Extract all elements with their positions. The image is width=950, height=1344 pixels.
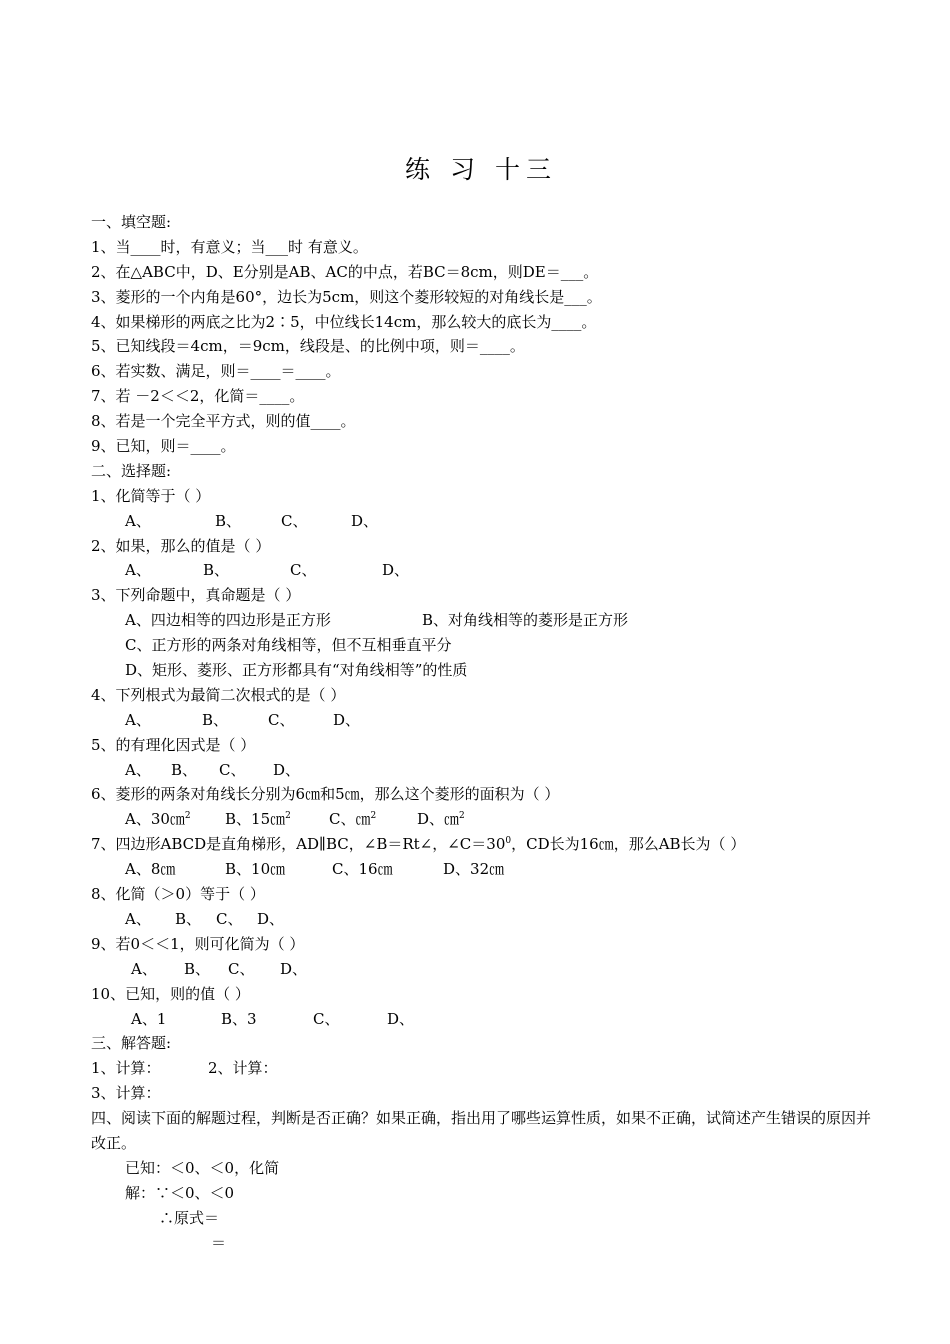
solution-line: 解：∵＜0、＜0 (125, 1183, 235, 1202)
option-d: D、 (280, 959, 308, 978)
calc-2: 2、计算： (208, 1059, 278, 1078)
option-c: C、 (228, 959, 255, 978)
choice-question-9: 9、若0＜＜1，则可化简为（ ） (91, 934, 305, 953)
option-a: A、 (125, 909, 151, 928)
option-b: B、15㎝$^2$ (225, 810, 291, 829)
choice-question-4: 4、下列根式为最简二次根式的是（ ） (91, 685, 346, 704)
option-c: C、 (313, 1009, 340, 1028)
choice-options-10 (91, 1007, 871, 1032)
choice-options-2 (91, 558, 871, 583)
option-a: A、 (125, 710, 151, 729)
choice-options-7 (91, 857, 871, 882)
equals-line: ＝ (211, 1233, 227, 1252)
option-d: D、32㎝ (443, 860, 505, 879)
choice-options-3ab (91, 608, 871, 633)
option-d: D、 (273, 760, 301, 779)
option-a: A、四边相等的四边形是正方形 (125, 611, 331, 630)
worksheet-page (91, 150, 871, 1255)
option-b: B、 (203, 561, 230, 580)
option-b: B、 (202, 710, 229, 729)
option-b: B、 (215, 511, 242, 530)
choice-options-1 (91, 509, 871, 534)
option-c: C、16㎝ (332, 860, 393, 879)
choice-options-4 (91, 708, 871, 733)
section-choice-header: 二、选择题: (91, 461, 172, 480)
option-b: B、 (175, 909, 202, 928)
answer-line-1 (91, 1056, 871, 1081)
option-a: A、 (125, 511, 151, 530)
choice-question-2: 2、如果，那么的值是（ ） (91, 536, 271, 555)
option-a: A、30㎝$^2$ (125, 810, 191, 829)
option-b: B、 (171, 760, 198, 779)
option-b: B、 (184, 959, 211, 978)
fill-blank-item-2: 2、在△ABC中，D、E分别是AB、AC的中点，若BC＝8cm，则DE＝___。 (91, 262, 599, 281)
choice-question-1: 1、化简等于（ ） (91, 486, 211, 505)
option-d: D、 (333, 710, 361, 729)
original-expression-line: ∴原式＝ (159, 1208, 220, 1227)
choice-question-3: 3、下列命题中，真命题是（ ） (91, 586, 301, 605)
option-a: A、8㎝ (125, 860, 176, 879)
choice-options-9 (91, 957, 871, 982)
fill-blank-item-4: 4、如果梯形的两底之比为2∶5，中位线长14cm，那么较大的底长为____。 (91, 312, 597, 331)
option-b: B、对角线相等的菱形是正方形 (422, 611, 629, 630)
section-reading-header: 四、阅读下面的解题过程，判断是否正确？如果正确，指出用了哪些运算性质，如果不正确，试简述产生错误的原因并改正。 (91, 1109, 872, 1152)
option-a: A、 (125, 561, 151, 580)
option-c: C、 (216, 909, 243, 928)
option-d: D、 (387, 1009, 415, 1028)
calc-1: 1、计算： (91, 1059, 161, 1078)
option-a: A、 (131, 959, 157, 978)
page-title: 练 习 十三 (405, 155, 557, 184)
option-d: D、 (382, 561, 410, 580)
choice-question-10: 10、已知，则的值（ ） (91, 984, 250, 1003)
choice-question-8: 8、化简（＞0）等于（ ） (91, 885, 265, 904)
option-d: D、矩形、菱形、正方形都具有“对角线相等”的性质 (125, 661, 468, 680)
fill-blank-item-5: 5、已知线段＝4cm，＝9cm，线段是、的比例中项，则＝____。 (91, 337, 525, 356)
section-fill-blank-header: 一、填空题: (91, 213, 172, 231)
choice-question-7: 7、四边形ABCD是直角梯形，AD∥BC，∠B＝Rt∠，$\angle C=30^0$，CD长为16㎝，那么AB长为（ ） (91, 835, 746, 854)
option-c: C、 (281, 511, 308, 530)
option-a: A、 (125, 760, 151, 779)
option-c: C、 (290, 561, 317, 580)
fill-blank-item-7: 7、若 －2＜＜2，化简＝____。 (91, 387, 305, 406)
option-d: D、㎝$^2$ (417, 810, 465, 829)
choice-question-5: 5、的有理化因式是（ ） (91, 735, 256, 754)
option-c: C、㎝$^2$ (329, 810, 377, 829)
choice-options-5 (91, 758, 871, 783)
option-c: C、正方形的两条对角线相等，但不互相垂直平分 (125, 636, 452, 655)
choice-question-6: 6、菱形的两条对角线长分别为6㎝和5㎝，那么这个菱形的面积为（ ） (91, 785, 560, 804)
choice-options-6 (91, 807, 871, 832)
section-answer-header: 三、解答题: (91, 1034, 172, 1053)
fill-blank-item-9: 9、已知，则＝____。 (91, 437, 236, 456)
option-c: C、 (268, 710, 295, 729)
option-c: C、 (219, 760, 246, 779)
given-line: 已知：＜0、＜0，化简 (125, 1158, 280, 1177)
option-d: D、 (351, 511, 379, 530)
fill-blank-item-3: 3、菱形的一个内角是60°，边长为5cm，则这个菱形较短的对角线长是___。 (91, 287, 602, 306)
option-a: A、1 (131, 1009, 167, 1028)
option-d: D、 (257, 909, 285, 928)
calc-3: 3、计算： (91, 1084, 161, 1103)
choice-options-8 (91, 907, 871, 932)
fill-blank-item-6: 6、若实数、满足，则＝____＝____。 (91, 362, 341, 381)
fill-blank-item-8: 8、若是一个完全平方式，则的值____。 (91, 412, 356, 431)
option-b: B、10㎝ (225, 860, 286, 879)
fill-blank-item-1: 1、当____时，有意义；当___时 有意义。 (91, 237, 368, 256)
option-b: B、3 (221, 1009, 257, 1028)
